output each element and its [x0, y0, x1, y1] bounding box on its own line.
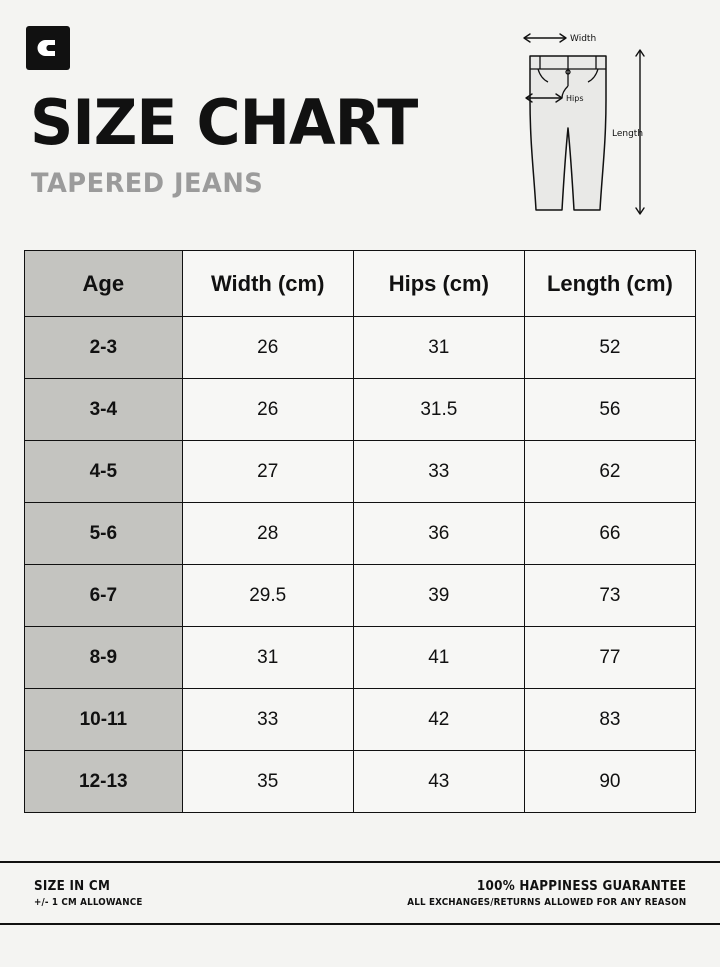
cell-age: 10-11 — [25, 689, 183, 751]
cell-length: 90 — [524, 751, 695, 813]
cell-hips: 41 — [353, 627, 524, 689]
table-row — [25, 565, 696, 627]
column-header-age: Age — [25, 251, 183, 317]
column-header-length: Length (cm) — [524, 251, 695, 317]
table-row — [25, 317, 696, 379]
cell-age: 4-5 — [25, 441, 183, 503]
diagram-label-length: Length — [612, 129, 644, 139]
cell-hips: 42 — [353, 689, 524, 751]
footer-guarantee-title: 100% HAPPINESS GUARANTEE — [476, 878, 686, 894]
table-row — [25, 627, 696, 689]
cell-hips: 31.5 — [353, 379, 524, 441]
cell-age: 6-7 — [25, 565, 183, 627]
cell-hips: 31 — [353, 317, 524, 379]
bottom-padding — [0, 925, 720, 967]
table-row — [25, 379, 696, 441]
cell-width: 26 — [182, 317, 353, 379]
cell-hips: 33 — [353, 441, 524, 503]
footer-left — [34, 879, 152, 908]
page-subtitle: TAPERED JEANS — [31, 168, 264, 199]
cell-hips: 36 — [353, 503, 524, 565]
header — [0, 0, 720, 250]
table-row — [25, 441, 696, 503]
table-row — [25, 503, 696, 565]
footer — [0, 861, 720, 925]
column-header-hips: Hips (cm) — [353, 251, 524, 317]
table-row — [25, 689, 696, 751]
brand-logo — [26, 26, 70, 70]
cell-length: 83 — [524, 689, 695, 751]
cell-width: 33 — [182, 689, 353, 751]
table-header-row — [25, 251, 696, 317]
size-table-wrap — [0, 250, 720, 813]
cell-age: 5-6 — [25, 503, 183, 565]
cell-hips: 43 — [353, 751, 524, 813]
cell-age: 3-4 — [25, 379, 183, 441]
cell-width: 31 — [182, 627, 353, 689]
page-title: SIZE CHART — [30, 86, 418, 159]
cell-age: 8-9 — [25, 627, 183, 689]
column-header-width: Width (cm) — [182, 251, 353, 317]
cell-hips: 39 — [353, 565, 524, 627]
cell-width: 29.5 — [182, 565, 353, 627]
cell-width: 26 — [182, 379, 353, 441]
cell-length: 66 — [524, 503, 695, 565]
cell-length: 77 — [524, 627, 695, 689]
cell-age: 2-3 — [25, 317, 183, 379]
diagram-label-width: Width — [570, 34, 597, 44]
cell-width: 35 — [182, 751, 353, 813]
footer-guarantee-sub: ALL EXCHANGES/RETURNS ALLOWED FOR ANY REASON — [406, 896, 686, 908]
cell-length: 56 — [524, 379, 695, 441]
table-row — [25, 751, 696, 813]
cell-width: 28 — [182, 503, 353, 565]
footer-size-unit-title: SIZE IN CM — [34, 878, 111, 894]
size-table — [24, 250, 696, 813]
cell-width: 27 — [182, 441, 353, 503]
footer-right — [383, 879, 686, 908]
cell-length: 62 — [524, 441, 695, 503]
cell-length: 52 — [524, 317, 695, 379]
footer-size-allowance: +/- 1 CM ALLOWANCE — [34, 896, 143, 908]
spacer — [0, 813, 720, 861]
diagram-label-hips: Hips — [566, 94, 584, 103]
cell-length: 73 — [524, 565, 695, 627]
cell-age: 12-13 — [25, 751, 183, 813]
jeans-measurement-diagram — [518, 24, 698, 229]
